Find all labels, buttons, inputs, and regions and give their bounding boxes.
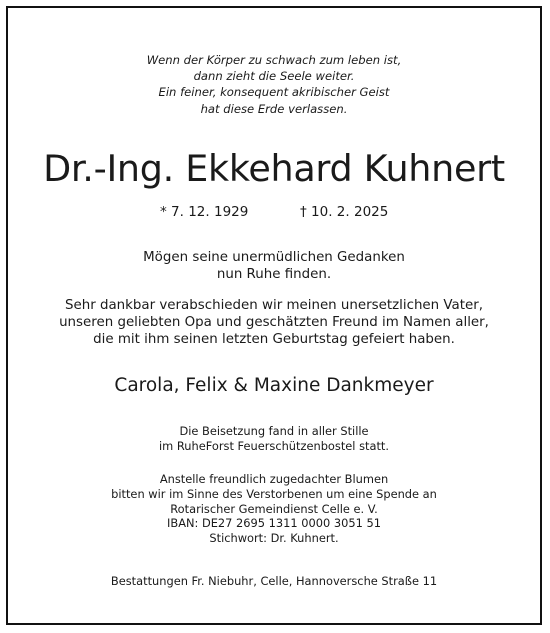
wish-text [8,249,540,283]
motto-line: dann zieht die Seele weiter. [193,69,355,84]
deceased-name: Dr.-Ing. Ekkehard Kuhnert [43,147,505,190]
wish-line: nun Ruhe finden. [216,267,332,283]
motto-verse [8,52,540,117]
motto-line: hat diese Erde verlassen. [200,101,348,116]
motto-line: Ein feiner, konsequent akribischer Geist [158,85,390,100]
death-date: † 10. 2. 2025 [300,204,389,220]
wish-line: Mögen seine unermüdlichen Gedanken [143,250,405,265]
farewell-text [8,297,540,349]
undertaker-line: Bestattungen Fr. Niebuhr, Celle, Hannoversche Straße 11 [110,574,438,588]
motto-line: Wenn der Körper zu schwach zum leben ist, [146,53,402,67]
donation-line: Rotarischer Gemeindienst Celle e. V. [170,501,378,516]
life-dates [8,203,540,221]
donation-line: Anstelle freundlich zugedachter Blumen [159,472,389,486]
donation-keyword: Stichwort: Dr. Kuhnert. [209,531,339,546]
burial-notice [8,424,540,454]
birth-date: * 7. 12. 1929 [160,204,249,220]
donation-notice [8,472,540,546]
farewell-line: die mit ihm seinen letzten Geburtstag gefeiert haben. [93,332,455,348]
donation-line: bitten wir im Sinne des Verstorbenen um eine Spende an [111,486,437,501]
obituary-frame [6,6,542,625]
burial-line: Die Beisetzung fand in aller Stille [179,424,369,438]
farewell-line: unseren geliebten Opa und geschätzten Freund im Namen aller, [59,315,489,331]
mourners-names: Carola, Felix & Maxine Dankmeyer [114,375,434,396]
farewell-line: Sehr dankbar verabschieden wir meinen unersetzlichen Vater, [64,298,483,313]
donation-iban: IBAN: DE27 2695 1311 0000 3051 51 [167,516,381,531]
burial-line: im RuheForst Feuerschützenbostel statt. [158,438,390,453]
